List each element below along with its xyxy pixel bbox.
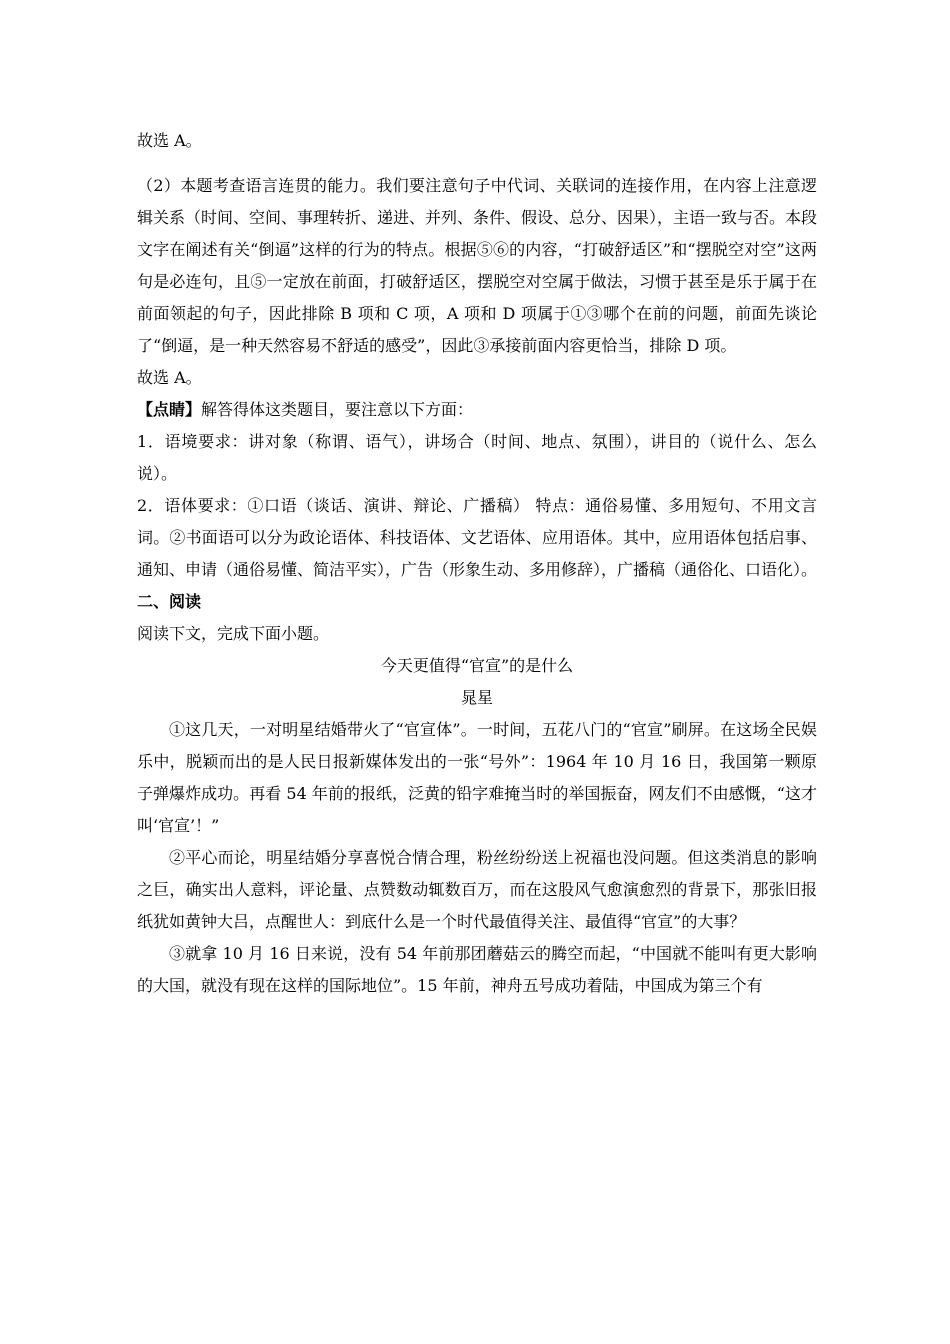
tip-point-1: 1．语境要求：讲对象（称谓、语气），讲场合（时间、地点、氛围），讲目的（说什么、怎么说）。 — [137, 432, 817, 483]
answer-line-2: 故选 A。 — [137, 368, 202, 387]
article-paragraph-1: ①这几天，一对明星结婚带火了“官宣体”。一时间，五花八门的“官宣”刷屏。在这场全民娱乐中，脱颖而出的是人民日报新媒体发出的一张“号外”：1964 年 10 月 16 日，我国第一颗原子弹爆炸成功。再看 54 年前的报纸，泛黄的铅字难掩当时的举国振奋，网友们不由感慨，“这才叫‘官宣’！” — [137, 720, 817, 835]
tip-paragraph — [137, 394, 817, 426]
article-paragraph-3: ③就拿 10 月 16 日来说，没有 54 年前那团蘑菇云的腾空而起，“中国就不能叫有更大影响的大国，就没有现在这样的国际地位”。15 年前，神舟五号成功着陆，中国成为第三个有 — [137, 944, 817, 995]
analysis-paragraph: （2）本题考查语言连贯的能力。我们要注意句子中代词、关联词的连接作用，在内容上注意逻辑关系（时间、空间、事理转折、递进、并列、条件、假设、总分、因果），主语一致与否。本段文字在阐述有关“倒逼”这样的行为的特点。根据⑤⑥的内容，“打破舒适区”和“摆脱空对空”这两句是必连句，且⑤一定放在前面，打破舒适区，摆脱空对空属于做法，习惯于甚至是乐于属于在前面领起的句子，因此排除 B 项和 C 项，A 项和 D 项属于①③哪个在前的问题，前面先谈论了“倒逼，是一种天然容易不舒适的感受”，因此③承接前面内容更恰当，排除 D 项。 — [137, 176, 818, 355]
article-author: 晁星 — [460, 688, 493, 707]
article-paragraph-2: ②平心而论，明星结婚分享喜悦合情合理，粉丝纷纷送上祝福也没问题。但这类消息的影响之巨，确实出人意料，评论量、点赞数动辄数百万，而在这股风气愈演愈烈的背景下，那张旧报纸犹如黄钟大吕，点醒世人：到底什么是一个时代最值得关注、最值得“官宣”的大事？ — [137, 848, 817, 931]
section-heading: 二、阅读 — [137, 592, 202, 611]
tip-intro: 解答得体这类题目，要注意以下方面： — [201, 400, 474, 419]
tip-point-2: 2．语体要求：①口语（谈话、演讲、辩论、广播稿） 特点：通俗易懂、多用短句、不用文言词。②书面语可以分为政论语体、科技语体、文艺语体、应用语体。其中，应用语体包括启事、通知、申请（通俗易懂、简洁平实），广告（形象生动、多用修辞），广播稿（通俗化、口语化）。 — [137, 496, 818, 579]
reading-instruction: 阅读下文，完成下面小题。 — [137, 624, 330, 643]
article-title: 今天更值得“官宣”的是什么 — [380, 656, 574, 675]
tip-label: 【点睛】 — [137, 400, 202, 419]
answer-line-1: 故选 A。 — [137, 131, 202, 150]
document-content — [137, 125, 817, 1002]
